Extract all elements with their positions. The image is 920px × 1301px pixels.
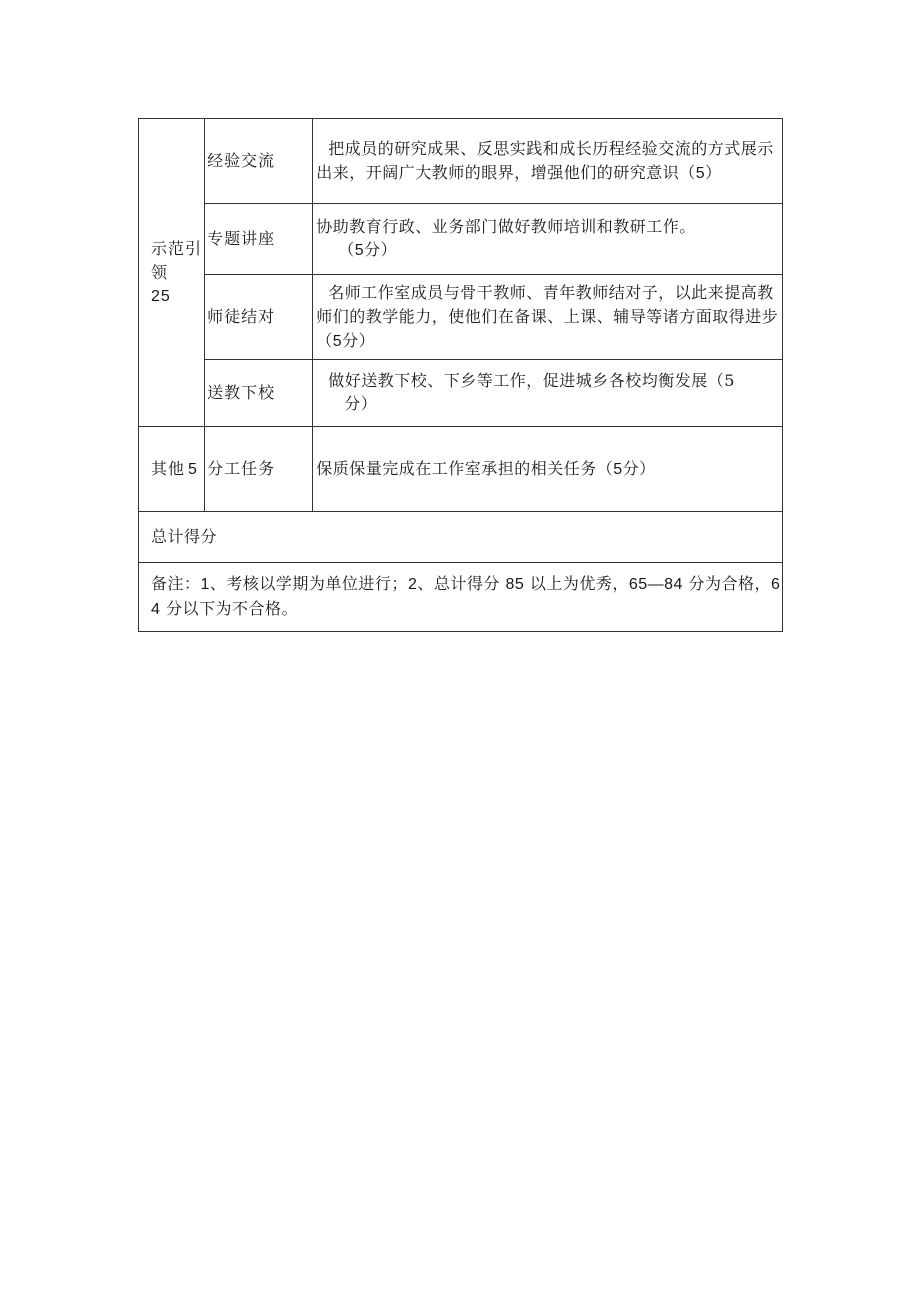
points-label: 5 xyxy=(695,164,706,182)
points-label: （5分） xyxy=(596,460,656,478)
note-cell xyxy=(139,563,783,632)
assessment-table xyxy=(138,118,783,632)
total-score-label: 总计得分 xyxy=(151,527,218,546)
desc-text: 做好送教下校、下乡等工作，促进城乡各校均衡发展（5 分） xyxy=(316,369,782,417)
item-cell xyxy=(205,427,313,512)
item-cell xyxy=(205,204,313,275)
item-cell xyxy=(205,119,313,204)
category-cell-demonstration xyxy=(139,119,205,427)
table-row xyxy=(139,360,783,427)
category-cell-other xyxy=(139,427,205,512)
note-text: 备注：1、考核以学期为单位进行；2、总计得分 85 以上为优秀，65—84 分为合格，64 分以下为不合格。 xyxy=(151,574,781,618)
desc-text: 协助教育行政、业务部门做好教师培训和教研工作。 （5分） xyxy=(316,215,782,263)
desc-cell xyxy=(313,119,783,204)
item-label: 经验交流 xyxy=(207,151,276,170)
table-row xyxy=(139,512,783,563)
table-row xyxy=(139,563,783,632)
item-label: 专题讲座 xyxy=(207,229,276,248)
desc-text: 把成员的研究成果、反思实践和成长历程经验交流的方式展示出来，开阔广大教师的眼界，增强他们的研究意识（5） xyxy=(316,138,774,182)
table-row xyxy=(139,204,783,275)
total-score-cell xyxy=(139,512,783,563)
table-row xyxy=(139,275,783,360)
desc-cell xyxy=(313,427,783,512)
desc-cell xyxy=(313,275,783,360)
item-label: 送教下校 xyxy=(207,383,276,402)
table-row xyxy=(139,119,783,204)
item-label: 师徒结对 xyxy=(207,307,276,326)
points-label: （5分） xyxy=(316,332,376,350)
points-label: （5分） xyxy=(338,242,398,259)
assessment-sheet xyxy=(138,118,784,632)
desc-text: 保质保量完成在工作室承担的相关任务（5分） xyxy=(316,458,656,478)
category-score: 5 xyxy=(188,460,198,478)
desc-cell xyxy=(313,360,783,427)
desc-text: 名师工作室成员与骨干教师、青年教师结对子，以此来提高教师们的教学能力，使他们在备课、上课、辅导等诸方面取得进步（5分） xyxy=(316,282,779,350)
item-cell xyxy=(205,360,313,427)
table-row xyxy=(139,427,783,512)
category-label: 其他 xyxy=(151,458,186,478)
item-label: 分工任务 xyxy=(207,459,276,478)
points-label: 分） xyxy=(344,396,378,413)
desc-cell xyxy=(313,204,783,275)
item-cell xyxy=(205,275,313,360)
category-score: 25 xyxy=(151,287,171,305)
category-label: 示范引领 xyxy=(151,238,203,282)
